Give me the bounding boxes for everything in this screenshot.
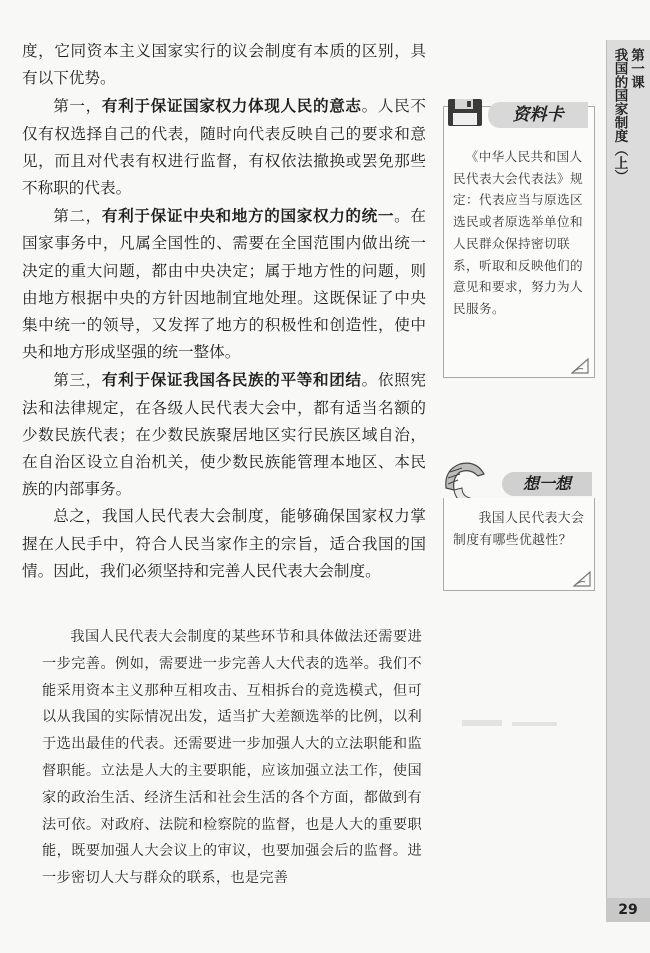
floppy-disk-icon bbox=[446, 96, 486, 128]
show-through-mark bbox=[462, 712, 562, 736]
first-point: 有利于保证国家权力体现人民的意志 bbox=[101, 96, 362, 116]
lesson-number: 第一课 bbox=[628, 48, 644, 89]
think-card-title: 想一想 bbox=[502, 472, 592, 496]
think-card-header bbox=[440, 458, 596, 502]
main-text bbox=[22, 38, 426, 585]
page-number: 29 bbox=[606, 898, 650, 922]
second-lead: 第二， bbox=[53, 207, 102, 226]
side-tab-label bbox=[612, 48, 644, 183]
first-detail: 。人民不仅有权选择自己的代表，随时向代表反映自己的要求和意见，而且对代表有权进行监督，有权依法撤换或罢免那些不称职的代表。 bbox=[22, 97, 426, 198]
second-point: 有利于保证中央和地方的国家权力的统一 bbox=[101, 206, 395, 226]
extended-reading: 我国人民代表大会制度的某些环节和具体做法还需要进一步完善。例如，需要进一步完善人大代表的选举。我们不能采用资本主义那种互相攻击、互相拆台的竞选模式，但可以从我国的实际情况出发，适当扩大差额选举的比例，以利于选出最佳的代表。还需要进一步加强人大的立法职能和监督职能。立法是人大的主要职能，应该加强立法工作，使国家的政治生活、经济生活和社会生活的各个方面，都做到有法可依。对政府、法院和检察院的监督，也是人大的重要职能，既要加强人大会议上的审议，也要加强会后的监督。进一步密切人大与群众的联系，也是完善 bbox=[42, 629, 422, 887]
info-card-header bbox=[446, 96, 594, 130]
think-card-body: 我国人民代表大会制度有哪些优越性？ bbox=[453, 511, 585, 548]
page-fold-icon bbox=[573, 571, 591, 587]
lesson-title: 我国的国家制度（上） bbox=[611, 48, 628, 183]
paragraph-second bbox=[22, 202, 426, 366]
second-detail: 。在国家事务中，凡属全国性的、需要在全国范围内做出统一决定的重大问题，都由中央决定；属于地方性的问题，则由地方根据中央的方针因地制宜地处理。这既保证了中央集中统一的领导，又发挥了地方的积极性和创造性，使中央和地方形成坚强的统一整体。 bbox=[22, 207, 426, 362]
third-lead: 第三， bbox=[53, 371, 102, 390]
page-fold-icon bbox=[571, 358, 589, 374]
paragraph-third bbox=[22, 366, 426, 503]
third-detail: 。依照宪法和法律规定，在各级人民代表大会中，都有适当名额的少数民族代表；在少数民族聚居地区实行民族区域自治，在自治区设立自治机关，使少数民族能管理本地区、本民族的内部事务。 bbox=[22, 371, 426, 499]
paragraph-first bbox=[22, 92, 426, 202]
info-card-body: 《中华人民共和国人民代表大会代表法》规定：代表应当与原选区选民或者原选举单位和人民群众保持密切联系，听取和反映他们的意见和要求，努力为人民服务。 bbox=[453, 149, 583, 316]
paragraph-intro: 度，它同资本主义国家实行的议会制度有本质的区别，具有以下优势。 bbox=[22, 42, 426, 88]
info-card-title: 资料卡 bbox=[488, 102, 588, 128]
paragraph-summary: 总之，我国人民代表大会制度，能够确保国家权力掌握在人民手中，符合人民当家作主的宗旨，适合我国的国情。因此，我们必须坚持和完善人民代表大会制度。 bbox=[22, 507, 426, 580]
third-point: 有利于保证我国各民族的平等和团结 bbox=[101, 370, 362, 390]
first-lead: 第一， bbox=[53, 97, 102, 116]
